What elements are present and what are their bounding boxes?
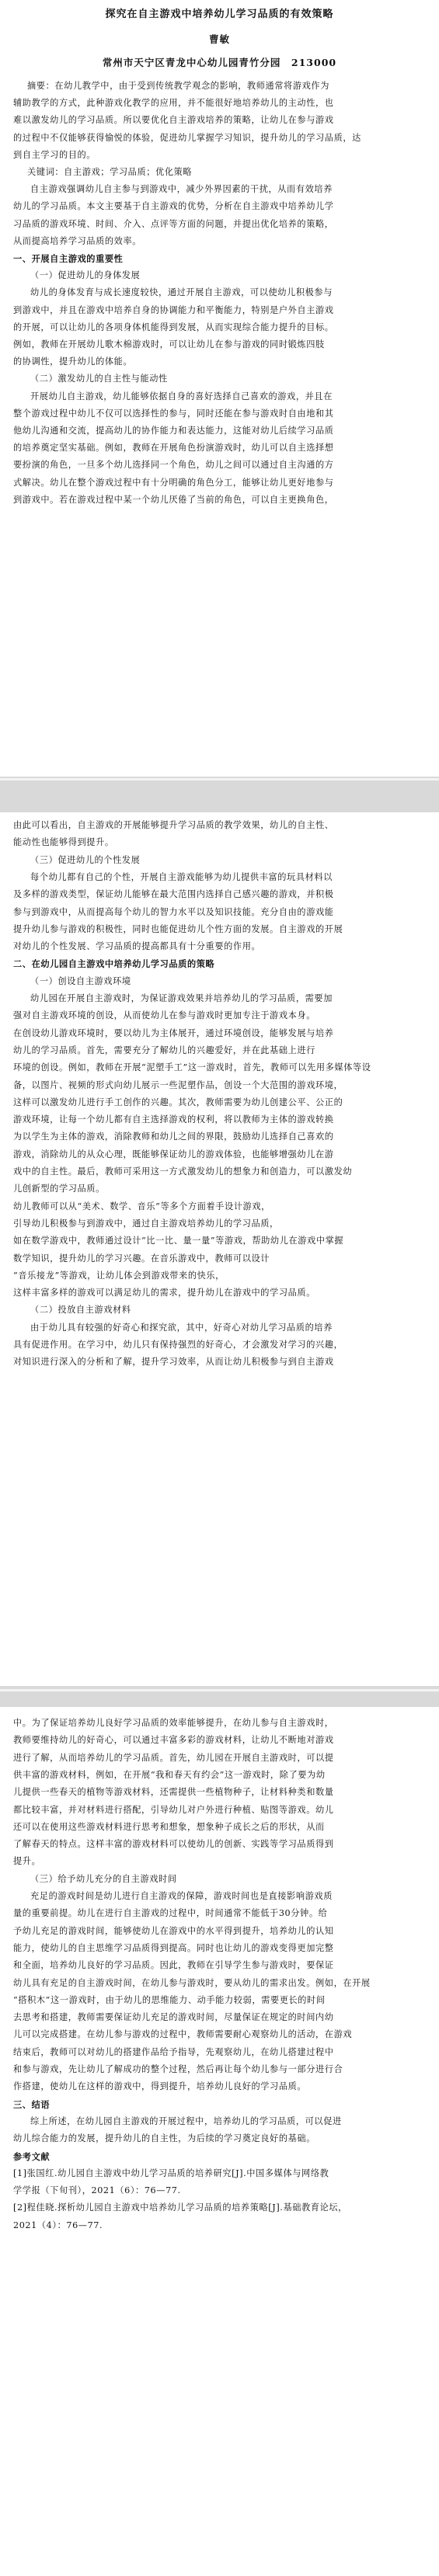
p1-line-6: 的过程中不仅能够获得愉悦的体验，促进幼儿掌握学习知识，提升幼儿的学习品质，达: [13, 132, 361, 143]
p1-line-9: 自主游戏强调幼儿自主参与到游戏中，减少外界因素的干扰，从而有效培养: [30, 184, 333, 195]
p3-line-0: 中。为了保证培养幼儿良好学习品质的效率能够提升，在幼儿参与自主游戏时，: [13, 1718, 334, 1728]
p2-line-25: 数学知识，提升幼儿的学习兴趣。在音乐游戏中，教师可以设计: [13, 1253, 270, 1264]
p3-line-10: 充足的游戏时间是幼儿进行自主游戏的保障，游戏时间也是直接影响游戏质: [30, 1891, 333, 1901]
p2-line-23: 引导幼儿积极参与到游戏中，通过自主游戏培养幼儿的学习品质，: [13, 1218, 279, 1229]
p1-line-23: 他幼儿沟通和交流，提高幼儿的协作能力和表达能力，这能对幼儿后续学习品质: [13, 426, 334, 436]
p3-line-5: 都比较丰富，并对材料进行搭配，引导幼儿对户外进行种植、贴图等游戏。幼儿: [13, 1804, 334, 1815]
p1-line-8: 关键词：自主游戏；学习品质；优化策略: [27, 167, 193, 177]
p3-line-1: 教师要维持幼儿的好奇心，可以通过丰富多彩的游戏材料，让幼儿不断地对游戏: [13, 1735, 334, 1746]
page-3: [0, 1707, 439, 2576]
p1-line-21: 开展幼儿自主游戏，幼儿能够依据自身的喜好选择自己喜欢的游戏，并且在: [30, 391, 333, 402]
p2-line-1: 能动性也能够得到提升。: [13, 837, 114, 848]
p2-line-10: 幼儿园在开展自主游戏时，为保证游戏效果并培养幼儿的学习品质，需要加: [30, 993, 333, 1003]
p3-line-21: 作搭建，使幼儿在这样的游戏中，得到提升，培养幼儿良好的学习品质。: [13, 2081, 307, 2092]
p3-line-28: [2]程佳晓.探析幼儿园自主游戏中培养幼儿学习品质的培养策略[J].基础教育论坛，: [13, 2202, 347, 2213]
p3-line-26: [1]张国红.幼儿园自主游戏中幼儿学习品质的培养研究[J].中国多媒体与网络教: [13, 2168, 329, 2178]
p2-line-30: 具有促进作用。在学习中，幼儿只有保持强烈的好奇心，才会激发对学习的兴趣，: [13, 1340, 343, 1350]
p3-line-6: 还可以在使用这些游戏材料进行思考和想象，想象种子成长之后的形状，从而: [13, 1821, 325, 1832]
page-1: [0, 0, 439, 777]
p3-line-7: 了解春天的特点。这样丰富的游戏材料可以使幼儿的创新、实践等学习品质得到: [13, 1839, 334, 1850]
p1-line-5: 难以激发幼儿的学习品质。所以要优化自主游戏培养的策略，让幼儿在参与游戏: [13, 115, 334, 126]
p2-line-17: 游戏环境，让每一个幼儿都有自主选择游戏的权利，将以教师为主体的游戏转换: [13, 1114, 334, 1125]
p2-line-6: 提升幼儿参与游戏的积极性，同时也能促进幼儿个性方面的发展。自主游戏的开展: [13, 923, 343, 934]
p1-line-25: 要扮演的角色，一旦多个幼儿选择同一个角色，幼儿之间可以通过自主沟通的方: [13, 460, 334, 471]
p3-line-19: 结束后，教师可以对幼儿的搭建作品给予指导，先观察幼儿，在幼儿搭建过程中: [13, 2046, 334, 2057]
p2-line-8: 二、在幼儿园自主游戏中培养幼儿学习品质的策略: [13, 958, 215, 970]
p1-line-0: 探究在自主游戏中培养幼儿学习品质的有效策略: [105, 9, 334, 20]
p1-line-12: 从而提高培养学习品质的效率。: [13, 235, 142, 246]
p2-line-7: 对幼儿的个性发展、学习品质的提高都具有十分重要的作用。: [13, 941, 261, 952]
p3-line-20: 和参与游戏，先让幼儿了解成功的整个过程，然后再让每个幼儿参与一部分进行合: [13, 2064, 343, 2074]
p2-line-4: 及多样的游戏类型，保证幼儿能够在最大范围内选择自己感兴趣的游戏，并积极: [13, 889, 334, 900]
p3-line-16: “搭积木”这一游戏时，由于幼儿的思维能力、动手能力较弱，需要更长的时间: [13, 1994, 326, 2005]
p2-line-31: 对知识进行深入的分析和了解，提升学习效率，从而让幼儿积极参与到自主游戏: [13, 1357, 334, 1368]
p3-line-12: 予幼儿充足的游戏时间，能够使幼儿在游戏中的水平得到提升，培养幼儿的认知: [13, 1925, 334, 1936]
p2-line-29: 由于幼儿具有较强的好奇心和探究欲，其中，好奇心对幼儿学习品质的培养: [30, 1322, 333, 1333]
p1-line-2: 常州市天宁区青龙中心幼儿园青竹分园 213000: [102, 57, 337, 68]
p1-line-26: 式解决。幼儿在整个游戏过程中有十分明确的角色分工，能够让幼儿更好地参与: [13, 477, 334, 488]
p2-line-22: 幼儿教师可以从“美术、数学、音乐”等多个方面着手设计游戏，: [13, 1201, 270, 1212]
p3-line-14: 和全面，培养幼儿良好的学习品质。因此，教师在引导学生参与游戏时，要保证: [13, 1960, 334, 1971]
p1-line-10: 幼儿的学习品质。本文主要基于自主游戏的优势，分析在自主游戏中培养幼儿学: [13, 201, 334, 212]
p3-line-4: 儿提供一些春天的植物等游戏材料，还需提供一些植物种子，让材料种类和数量: [13, 1787, 334, 1798]
p1-line-14: （一）促进幼儿的身体发展: [30, 270, 141, 281]
p3-line-18: 儿可以完成搭建。在幼儿参与游戏的过程中，教师需要耐心观察幼儿的活动，在游戏: [13, 2029, 353, 2040]
p1-line-1: 曹敏: [208, 33, 230, 45]
p2-line-21: 儿创新型的学习品质。: [13, 1184, 105, 1194]
p1-line-11: 习品质的游戏环境、时间、介入、点评等方面的问题，并提出优化培养的策略，: [13, 218, 334, 229]
p2-line-24: 如在数学游戏中，教师通过设计“比一比、量一量”等游戏，帮助幼儿在游戏中掌握: [13, 1236, 344, 1246]
p3-line-13: 能力，使幼儿的自主思维学习品质得到提高。同时也让幼儿的游戏变得更加完整: [13, 1942, 334, 1953]
p2-line-13: 幼儿的学习品质。首先，需要充分了解幼儿的兴趣爱好，并在此基础上进行: [13, 1045, 315, 1055]
p2-line-12: 在创设幼儿游戏环境时，要以幼儿为主体展开，通过环境创设，能够发展与培养: [13, 1027, 334, 1038]
p3-line-2: 进行了解，从而培养幼儿的学习品质。首先，幼儿园在开展自主游戏时，可以提: [13, 1752, 334, 1763]
p2-line-18: 为以学生为主体的游戏，消除教师和幼儿之间的界限，鼓励幼儿选择自己喜欢的: [13, 1132, 334, 1142]
p1-line-4: 辅助教学的方式，此种游戏化教学的应用，并不能很好地培养幼儿的主动性，也: [13, 98, 334, 109]
p1-line-7: 到自主学习的目的。: [13, 149, 96, 160]
p3-line-8: 提升。: [13, 1856, 41, 1867]
p3-line-23: 综上所述，在幼儿园自主游戏的开展过程中，培养幼儿的学习品质，可以促进: [30, 2115, 342, 2126]
p2-line-9: （一）创设自主游戏环境: [30, 975, 131, 986]
p2-line-20: 戏中的自主性。最后，教师可采用这一方式激发幼儿的想象力和创造力，可以激发幼: [13, 1166, 353, 1177]
p2-line-15: 备，以图片、视频的形式向幼儿展示一些泥塑作品，创设一个大范围的游戏环境，: [13, 1079, 343, 1090]
p3-line-24: 幼儿综合能力的发展，提升幼儿的自主性，为后续的学习奠定良好的基础。: [13, 2133, 315, 2144]
p2-line-3: 每个幼儿都有自己的个性，开展自主游戏能够为幼儿提供丰富的玩具材料以: [30, 871, 333, 882]
p2-line-16: 这样可以激发幼儿进行手工创作的兴趣。其次，教师需要为幼儿创建公平、公正的: [13, 1097, 343, 1107]
p3-line-11: 量的重要前提。幼儿在进行自主游戏的过程中，时间通常不能低于30分钟。给: [13, 1908, 328, 1919]
p1-line-20: （二）激发幼儿的自主性与能动性: [30, 374, 168, 384]
p3-line-15: 幼儿具有充足的自主游戏时间，在幼儿参与游戏时，要从幼儿的需求出发。例如，在开展: [13, 1977, 371, 1988]
p1-line-16: 到游戏中，并且在游戏中培养自身的协调能力和平衡能力，特别是户外自主游戏: [13, 304, 334, 315]
p1-line-3: 摘要：在幼儿教学中，由于受到传统教学观念的影响，教师通常将游戏作为: [27, 81, 329, 91]
p2-line-26: “音乐接龙”等游戏，让幼儿体会到游戏带来的快乐，: [13, 1270, 225, 1281]
p3-line-29: 2021（4）：76—77.: [13, 2220, 103, 2230]
p1-line-22: 整个游戏过程中幼儿不仅可以选择性的参与，同时还能在参与游戏时自由地和其: [13, 408, 334, 419]
p2-line-28: （二）投放自主游戏材料: [30, 1305, 131, 1316]
p2-line-27: 这样丰富多样的游戏可以满足幼儿的需求，提升幼儿在游戏中的学习品质。: [13, 1288, 315, 1298]
p2-line-2: （三）促进幼儿的个性发展: [30, 854, 141, 865]
page-2: [0, 812, 439, 1686]
p1-line-17: 的开展，可以让幼儿的各项身体机能得到发展，从而实现综合能力提升的目标。: [13, 322, 334, 332]
p2-line-5: 参与到游戏中，从而提高每个幼儿的智力水平以及知识技能。充分自由的游戏能: [13, 906, 334, 917]
p2-line-0: 由此可以看出，自主游戏的开展能够提升学习品质的教学效果，幼儿的自主性、: [13, 820, 334, 830]
p2-line-19: 游戏，消除幼儿的从众心理，既能够保证幼儿的游戏体验，也能够增强幼儿在游: [13, 1149, 334, 1159]
p2-line-14: 环境的创设。例如，教师在开展“泥塑手工”这一游戏时，首先，教师可以先用多媒体等设: [13, 1062, 371, 1073]
p3-line-17: 去思考和搭建，教师需要保证幼儿充足的游戏时间，尽量保证在规定的时间内幼: [13, 2012, 334, 2023]
p3-line-27: 学学报（下旬刊），2021（6）：76—77.: [13, 2185, 181, 2196]
p3-line-9: （三）给予幼儿充分的自主游戏时间: [30, 1873, 177, 1884]
p1-line-13: 一、开展自主游戏的重要性: [13, 253, 124, 264]
p3-line-22: 三、结语: [13, 2098, 51, 2110]
p1-line-18: 例如，教师在开展幼儿歌木棉游戏时，可以让幼儿在参与游戏的同时锻炼四肢: [13, 339, 325, 349]
p1-line-19: 的协调性，提升幼儿的体能。: [13, 356, 133, 367]
p1-line-24: 的培养奠定坚实基础。例如，教师在开展角色扮演游戏时，幼儿可以自主选择想: [13, 443, 334, 454]
p3-line-3: 供丰富的游戏材料，例如，在开展“我和春天有约会”这一游戏时，除了要为幼: [13, 1769, 326, 1780]
p2-line-11: 强对自主游戏环境的创设，从而使幼儿在参与游戏时更加专注于游戏本身。: [13, 1010, 315, 1021]
p3-line-25: 参考文献: [13, 2150, 51, 2162]
p1-line-27: 到游戏中。若在游戏过程中某一个幼儿厌倦了当前的角色，可以自主更换角色，: [13, 494, 334, 505]
p1-line-15: 幼儿的身体发育与成长速度较快，通过开展自主游戏，可以使幼儿积极参与: [30, 287, 333, 298]
